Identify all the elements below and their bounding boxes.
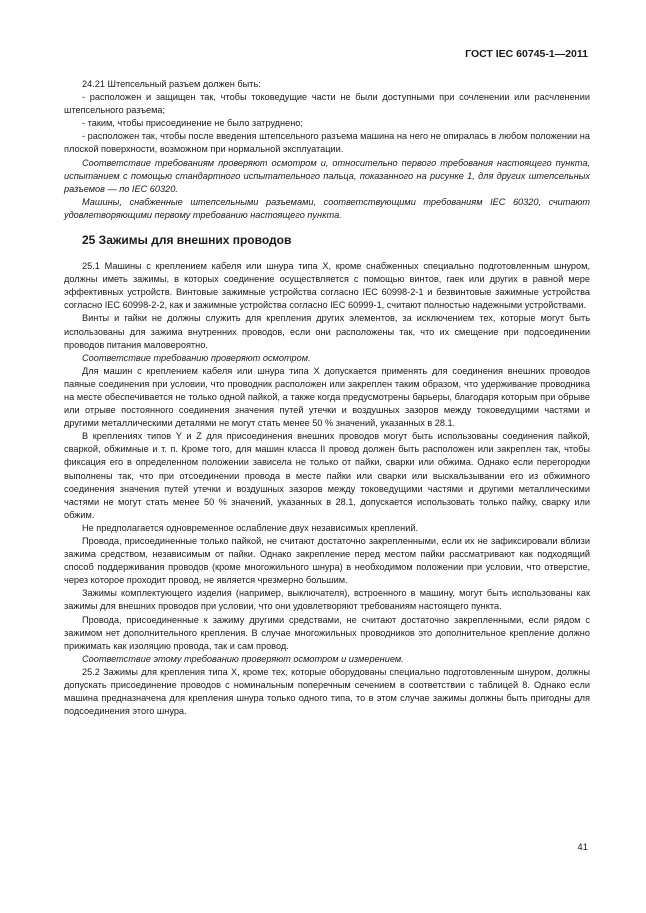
paragraph: В креплениях типов Y и Z для присоединения внешних проводов могут быть использованы соединения пайкой, сваркой, обжимные и т. п. Кроме того, для машин класса II провод должен быть расположен или закреплен так, чтобы фиксация его в определенном положении зависела не только от пайки, сварки или обжима. Однако если перегородки выполнены так, что при отсоединении провода в месте пайки или сварки или выскальзывании его из обжимного соединения значения путей утечки и воздушных зазоров между токоведущими частями и другими металлическими частями не могут стать менее 50 % значений, указанных в 28.1, допускается использовать только пайку, сварку или обжим. <box>64 431 590 520</box>
paragraph: 25.2 Зажимы для крепления типа X, кроме тех, которые оборудованы специально подготовленным шнуром, должны допускать присоединение проводов с номинальным поперечным сечением в соответствии с таблицей 8. Однако если машина предназначена для крепления шнура только одного типа, то в этом случае зажимы должны быть пригодны для подсоединения этого шнура. <box>64 666 590 717</box>
section-title: 25 Зажимы для внешних проводов <box>82 233 292 248</box>
compliance-note: Соответствие этому требованию проверяют осмотром и измерением. <box>82 653 404 664</box>
paragraph: 25.1 Машины с креплением кабеля или шнура типа X, кроме снабженных специально подготовленным шнуром, должны иметь зажимы, в которых соединение осуществляется с помощью винтов, гаек или других в равной мере эффективных устройств. Винтовые зажимные устройства согласно IEC 60998-2-1 и безвинтовые зажимные устройства согласно IEC 60998-2-2, как и зажимные устройства согласно IEC 60999-1, считают полностью надежными устройствами. <box>64 261 590 311</box>
compliance-note: Машины, снабженные штепсельными разъемами, соответствующими требованиям IEC 60320, считают удовлетворяющими первому требованию настоящего пункта. <box>64 196 590 220</box>
paragraph: Не предполагается одновременное ослабление двух независимых креплений. <box>82 522 419 533</box>
document-header: ГОСТ IEC 60745-1—2011 <box>465 48 588 60</box>
page-number: 41 <box>577 842 588 853</box>
page-body <box>64 78 590 718</box>
paragraph: Винты и гайки не должны служить для крепления других элементов, за исключением тех, которые могут быть использованы для зажима внутренних проводов, если они расположены так, что их смещение при подсоединении проводов питания маловероятно. <box>64 313 590 350</box>
paragraph: Провода, присоединенные только пайкой, не считают достаточно закрепленными, если их не зафиксировали вблизи зажима средством, независимым от пайки. Однако закрепление перед местом пайки рассматривают как подходящий способ поддерживания проводов (кроме многожильного шнура) в необходимом положении при условии, что отверстие, через которое проходит провод, не является чрезмерно большим. <box>64 536 590 586</box>
paragraph: Провода, присоединенные к зажиму другими средствами, не считают достаточно закрепленными, если рядом с зажимом нет дополнительного крепления. В случае многожильных проводников это дополнительное крепление должно прижимать как изоляцию провода, так и сам провод. <box>64 614 590 651</box>
paragraph: Зажимы комплектующего изделия (например, выключателя), встроенного в машину, могут быть использованы как зажимы для внешних проводов при условии, что они удовлетворяют требованиям настоящего пункта. <box>64 588 590 612</box>
compliance-note: Соответствие требованию проверяют осмотром. <box>82 352 311 363</box>
compliance-note: Соответствие требованиям проверяют осмотром и, относительно первого требования настоящего пункта, испытанием с помощью стандартного испытательного пальца, показанного на рисунке 1, для других штепсельных разъемов — по IEC 60320. <box>64 157 590 194</box>
paragraph: - таким, чтобы присоединение не было затруднено; <box>82 118 303 129</box>
paragraph: - расположен так, чтобы после введения штепсельного разъема машина на него не опиралась в любом положении на плоской поверхности, возможном при нормальной эксплуатации. <box>64 131 590 155</box>
paragraph: - расположен и защищен так, чтобы токоведущие части не были доступными при сочленении или расчленении штепсельного разъема; <box>64 92 590 116</box>
paragraph: Для машин с креплением кабеля или шнура типа X допускается применять для соединения внешних проводов паяные соединения при условии, что проводник расположен или закреплен таким образом, что удерживание проводника на месте обеспечивается не только одной пайкой, а также когда предусмотрены барьеры, благодаря которым при обрыве или отрыве постоянного соединения значения путей утечки и воздушных зазоров между токоведущими частями и другими металлическими деталями не могут стать менее 50 % значений, указанных в 28.1. <box>64 365 590 429</box>
paragraph: 24.21 Штепсельный разъем должен быть: <box>82 79 261 89</box>
